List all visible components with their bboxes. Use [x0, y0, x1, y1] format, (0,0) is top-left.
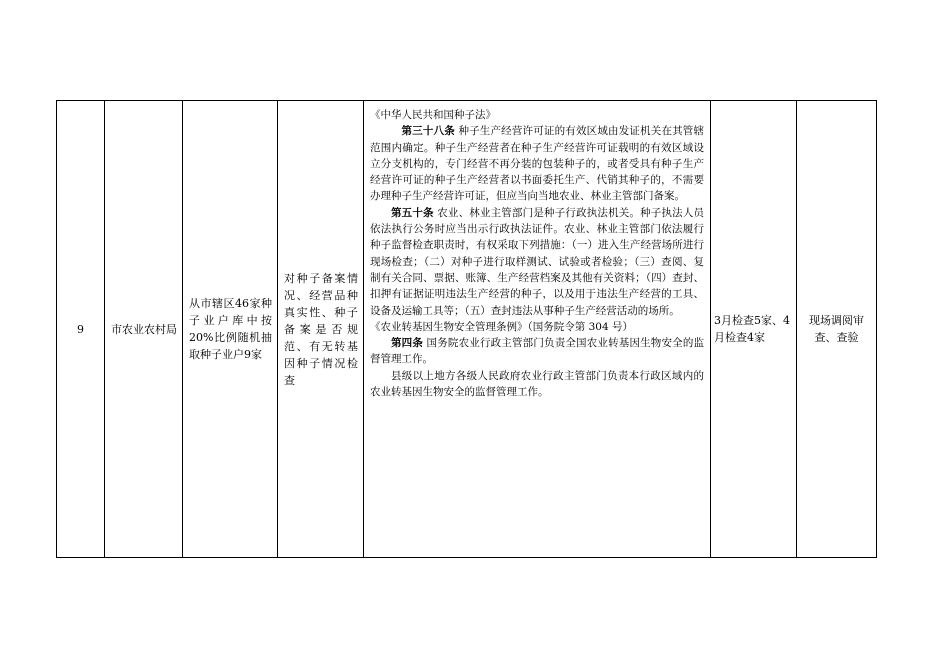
inspection-scope-cell: [183, 101, 278, 558]
article-4-paragraph-2: 县级以上地方各级人民政府农业行政主管部门负责本行政区域内的农业转基因生物安全的监督管理工作。: [370, 369, 704, 399]
inspection-items-cell: [278, 101, 364, 558]
row-number: 9: [77, 322, 84, 336]
inspection-scope: 从市辖区46家种子业户库中按20%比例随机抽取种子业户9家: [189, 297, 272, 361]
article-38-text: 种子生产经营许可证的有效区域由发证机关在其管辖范围内确定。种子生产经营者在种子生产经营许可证载明的有效区域设立分支机构的，专门经营不再分装的包装种子的，或者受具有种子生产经营许可证的种子生产经营者以书面委托生产、代销其种子的，不需要办理种子生产经营许可证，但应当向当地农业、林业主管部门备案。: [370, 125, 704, 203]
department-name: 市农业农村局: [111, 322, 177, 336]
legal-basis: [370, 101, 704, 400]
inspection-time-cell: [711, 101, 797, 558]
law-title-gmo-regulation: 《农业转基因生物安全管理条例》（国务院令第 304 号）: [370, 320, 633, 333]
inspection-items: 对种子备案情况、经营品种真实性、种子备案是否规范、有无转基因种子情况检查: [284, 271, 358, 387]
article-4-text: 国务院农业行政主管部门负责全国农业转基因生物安全的监督管理工作。: [370, 337, 705, 366]
table-row: [57, 101, 877, 558]
row-number-cell: [57, 101, 105, 558]
article-50-paragraph: [370, 205, 704, 319]
legal-basis-cell: [364, 101, 711, 558]
inspection-time: 3月检查5家、4月检查4家: [714, 314, 790, 344]
law-title-seed-law: 《中华人民共和国种子法》: [370, 109, 496, 121]
inspection-method: 现场调阅审查、查验: [809, 314, 864, 344]
inspection-method-cell: [797, 101, 877, 558]
article-50-label: 第五十条: [391, 206, 434, 219]
article-50-text: 农业、林业主管部门是种子行政执法机关。种子执法人员依法执行公务时应当出示行政执法证件。农业、林业主管部门依法履行种子监督检查职责时，有权采取下列措施：（一）进入生产经营场所进行现场检查；（二）对种子进行取样测试、试验或者检验；（三）查阅、复制有关合同、票据、账簿、生产经营档案及其他有关资料；（四）查封、扣押有证据证明违法生产经营的种子，以及用于违法生产经营的工具、设备及运输工具等；（五）查封违法从事种子生产经营活动的场所。: [370, 206, 705, 317]
article-38-paragraph: [370, 123, 704, 204]
inspection-plan-table: [56, 100, 877, 558]
article-4-label: 第四条: [391, 337, 424, 350]
article-38-label: 第三十八条: [401, 125, 455, 138]
article-4-paragraph: [370, 335, 704, 368]
department-cell: [105, 101, 183, 558]
